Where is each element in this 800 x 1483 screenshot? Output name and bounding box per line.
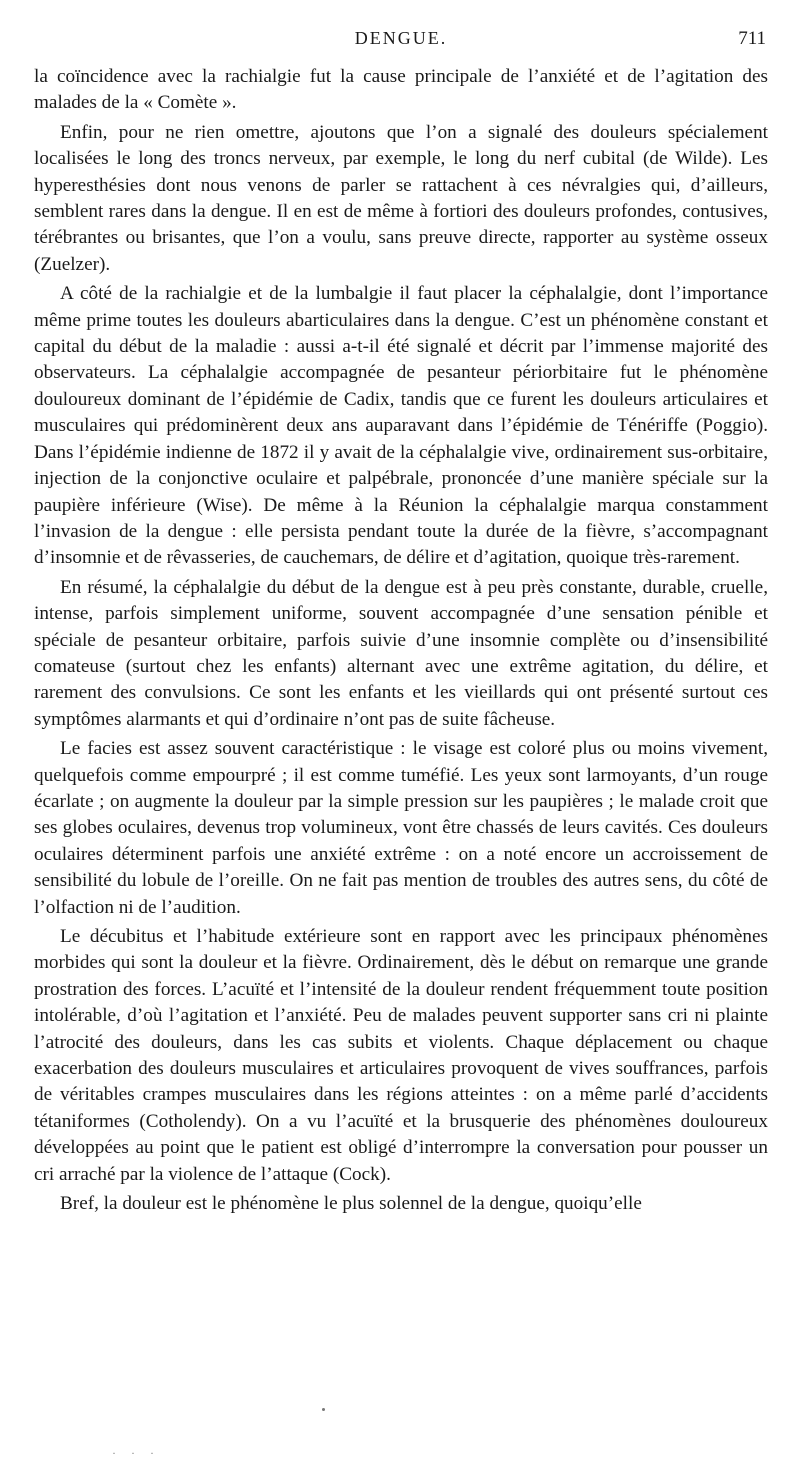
paragraph-continues: Bref, la douleur est le phénomène le plus solennel de la dengue, quoiqu’elle [60, 1193, 642, 1215]
body-text [34, 64, 768, 1217]
paragraph: A côté de la rachialgie et de la lumbalgie il faut placer la céphalalgie, dont l’importance même prime toutes les douleurs abarticulaires dans la dengue. C’est un phénomène constant et capital du début de la maladie : aussi a-t-il été signalé et décrit par l’immense majorité des observateurs. La céphalalgie accompagnée de pesanteur périorbitaire fut le phénomène douloureux dominant de l’épidémie de Cadix, tandis que ce furent les douleurs articulaires et musculaires qui prédominèrent deux ans auparavant dans l’épidémie de Ténériffe (Poggio). Dans l’épidémie indienne de 1872 il y avait de la céphalalgie vive, ordinairement sus-orbitaire, injection de la conjonctive oculaire et palpébrale, prononcée d’une manière spéciale sur la paupière inférieure (Wise). De même à la Réunion la céphalalgie marqua constamment l’invasion de la dengue : elle persista pendant toute la durée de la fièvre, s’accompagnant d’insomnie et de rêvasseries, de cauchemars, de délire et d’agitation, quoique très-rarement. [34, 283, 768, 569]
scan-speck [322, 1408, 325, 1411]
paragraph-continued: la coïncidence avec la rachialgie fut la cause principale de l’anxiété et de l’agitation des malades de la « Comète ». [34, 66, 768, 114]
running-head [34, 28, 768, 64]
paragraph: En résumé, la céphalalgie du début de la dengue est à peu près constante, durable, cruelle, intense, parfois simplement uniforme, souvent accompagnée d’une sensation pénible et spéciale de pesanteur orbitaire, parfois suivie d’une insomnie complète ou d’insensibilité comateuse (surtout chez les enfants) alternant avec une extrême agitation, du délire, et rarement des convulsions. Ce sont les enfants et les vieillards qui ont présenté surtout ces symptômes alarmants et qui d’ordinaire n’ont pas de suite fâcheuse. [34, 576, 768, 730]
paragraph: Le décubitus et l’habitude extérieure sont en rapport avec les principaux phénomènes morbides qui sont la douleur et la fièvre. Ordinairement, dès le début on remarque une grande prostration des forces. L’acuïté et l’intensité de la douleur rendent fréquemment toute position intolérable, d’où l’agitation et l’anxiété. Peu de malades peuvent supporter sans cri ni plainte l’atrocité des douleurs, dans les cas subits et violents. Chaque déplacement ou chaque exacerbation des douleurs musculaires et articulaires provoquent de vives souffrances, parfois de véritables crampes musculaires dans les régions atteintes : on a même parlé d’accidents tétaniformes (Cotholendy). On a vu l’acuïté et la brusquerie des phénomènes douloureux développées au point que le patient est obligé d’interrompre la conversation pour pousser un cri arraché par la violence de l’attaque (Cock). [34, 926, 768, 1185]
paragraph: Le facies est assez souvent caractéristique : le visage est coloré plus ou moins vivement, quelquefois comme empourpré ; il est comme tuméfié. Les yeux sont larmoyants, d’un rouge écarlate ; on augmente la douleur par la simple pression sur les paupières ; le malade croit que ses globes oculaires, devenus trop volumineux, vont être chassés de leurs cavités. Ces douleurs oculaires déterminent parfois une anxiété extrême : on a noté encore un accroissement de sensibilité du lobule de l’oreille. On ne fait pas mention de troubles des autres sens, du côté de l’olfaction ni de l’audition. [34, 738, 768, 918]
book-page [34, 28, 768, 1217]
page-number: 711 [738, 28, 766, 49]
scan-marks: · · · [112, 1446, 160, 1460]
paragraph: Enfin, pour ne rien omettre, ajoutons que l’on a signalé des douleurs spécialement localisées le long des troncs nerveux, par exemple, le long du nerf cubital (de Wilde). Les hyperesthésies dont nous venons de parler se rattachent à ces névralgies qui, d’ailleurs, semblent rares dans la dengue. Il en est de même à fortiori des douleurs profondes, contusives, térébrantes ou brisantes, que l’on a voulu, sans preuve directe, rapporter au système osseux (Zuelzer). [34, 121, 768, 275]
running-title: DENGUE. [354, 28, 448, 48]
